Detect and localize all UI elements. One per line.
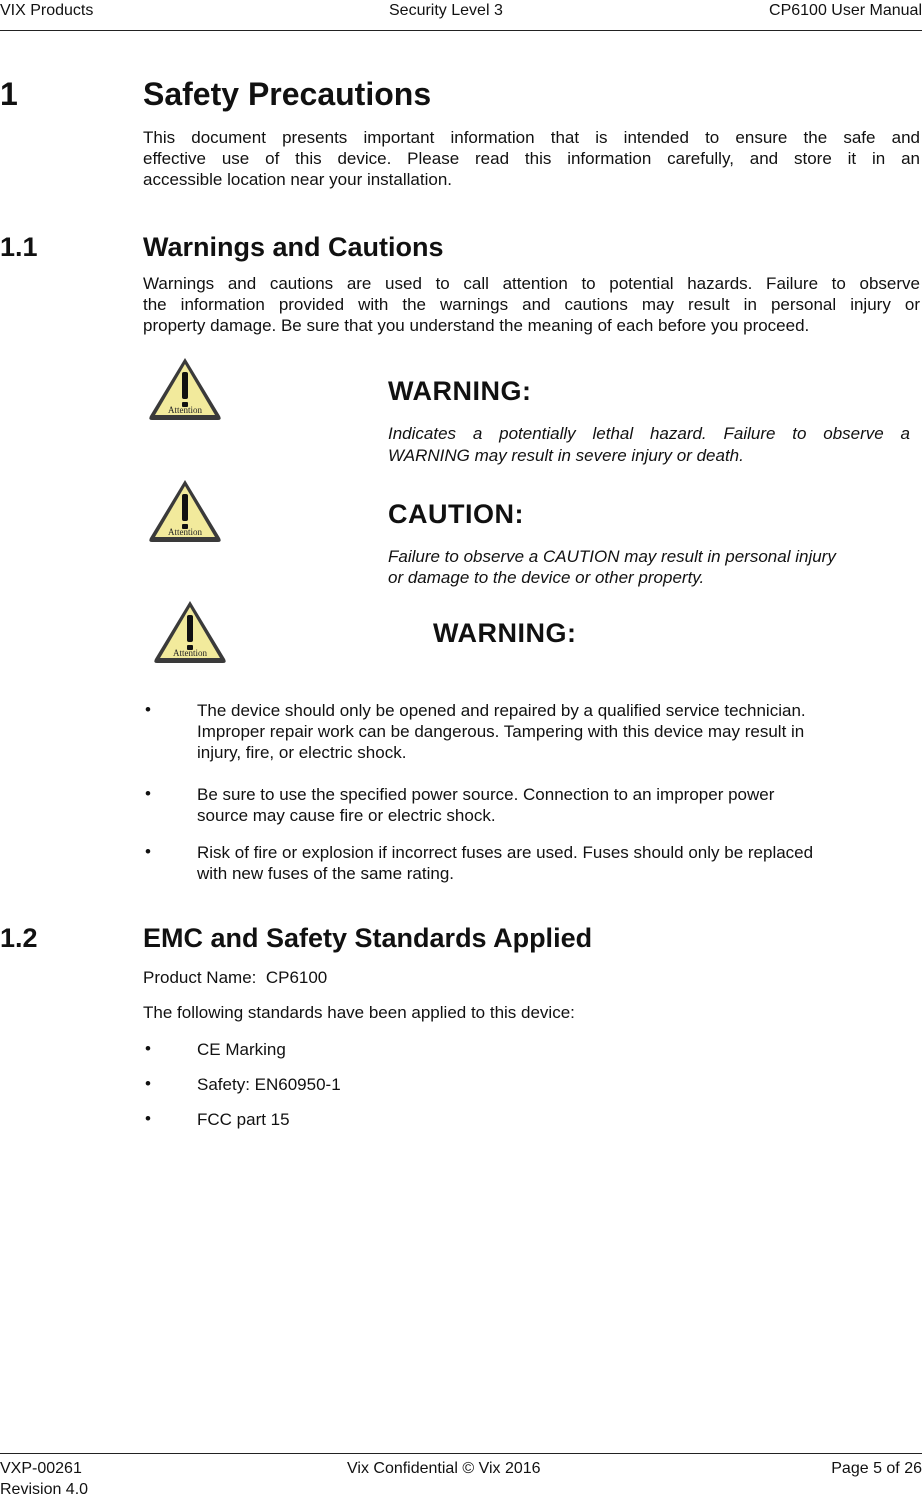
- product-name-line: Product Name: CP6100: [143, 968, 328, 987]
- section-1-1-number: 1.1: [0, 232, 38, 262]
- standard-item-safety: Safety: EN60950-1: [197, 1075, 341, 1094]
- section-1-title: Safety Precautions: [143, 76, 432, 112]
- bullet-marker: •: [145, 700, 151, 719]
- warning-bullet-3: [197, 842, 917, 884]
- bullet-marker: •: [145, 1039, 151, 1058]
- attention-warning-icon: [146, 354, 224, 429]
- attention-label: Attention: [168, 527, 202, 537]
- attention-warning-icon-2: [151, 597, 229, 672]
- header-left: VIX Products: [0, 2, 94, 19]
- standards-intro: The following standards have been applied to this device:: [143, 1003, 575, 1022]
- section-1-1-para-line-3: property damage. Be sure that you understand the meaning of each before you proceed.: [143, 316, 810, 335]
- section-1-1-para-line-2: the information provided with the warnings and cautions may result in personal injury or: [143, 295, 920, 314]
- header-center: Security Level 3: [389, 2, 503, 19]
- warning-bullet-1-line-3: injury, fire, or electric shock.: [197, 743, 407, 762]
- warning-title-1: WARNING:: [388, 376, 532, 406]
- footer-revision: Revision 4.0: [0, 1481, 89, 1498]
- warning-bullet-1: [197, 700, 917, 763]
- warning-bullet-2-line-1: Be sure to use the specified power source. Connection to an improper power: [197, 785, 775, 804]
- bullet-marker: •: [145, 1109, 151, 1128]
- standard-item-fcc: FCC part 15: [197, 1110, 290, 1129]
- warning-title-2: WARNING:: [433, 618, 577, 648]
- caution-title: CAUTION:: [388, 499, 524, 529]
- warning-text-line-1: Indicates a potentially lethal hazard. Failure to observe a: [388, 424, 910, 443]
- bullet-marker: •: [145, 784, 151, 803]
- footer-page-number: Page 5 of 26: [831, 1460, 922, 1477]
- page-footer: [0, 1453, 922, 1498]
- attention-label: Attention: [173, 648, 207, 658]
- footer-doc-id: VXP-00261: [0, 1460, 82, 1477]
- caution-text-line-2: or damage to the device or other property.: [388, 568, 705, 587]
- section-1-1-para-line-1: Warnings and cautions are used to call attention to potential hazards. Failure to observe: [143, 274, 920, 293]
- page-header: [0, 0, 922, 31]
- section-1-2-title: EMC and Safety Standards Applied: [143, 923, 593, 953]
- section-1-number: 1: [0, 76, 18, 112]
- warning-bullet-3-line-2: with new fuses of the same rating.: [197, 864, 455, 883]
- attention-caution-icon: [146, 476, 224, 551]
- section-1-para-line-2: effective use of this device. Please read this information carefully, and store it in an: [143, 149, 920, 168]
- bullet-marker: •: [145, 1074, 151, 1093]
- section-1-2-number: 1.2: [0, 923, 38, 953]
- footer-confidential: Vix Confidential © Vix 2016: [347, 1460, 541, 1477]
- warning-bullet-2-line-2: source may cause fire or electric shock.: [197, 806, 496, 825]
- section-1-para-line-1: This document presents important information that is intended to ensure the safe and: [143, 128, 920, 147]
- header-right: CP6100 User Manual: [769, 2, 922, 19]
- attention-label: Attention: [168, 405, 202, 415]
- caution-text-line-1: Failure to observe a CAUTION may result in personal injury: [388, 547, 836, 566]
- warning-bullet-2: [197, 784, 917, 826]
- standard-item-ce: CE Marking: [197, 1040, 286, 1059]
- bullet-marker: •: [145, 842, 151, 861]
- warning-text-line-2: WARNING may result in severe injury or death.: [388, 446, 744, 465]
- section-1-para-line-3: accessible location near your installation.: [143, 170, 453, 189]
- section-1-1-title: Warnings and Cautions: [143, 232, 444, 262]
- warning-bullet-3-line-1: Risk of fire or explosion if incorrect fuses are used. Fuses should only be replaced: [197, 843, 814, 862]
- warning-bullet-1-line-1: The device should only be opened and repaired by a qualified service technician.: [197, 701, 806, 720]
- warning-bullet-1-line-2: Improper repair work can be dangerous. Tampering with this device may result in: [197, 722, 805, 741]
